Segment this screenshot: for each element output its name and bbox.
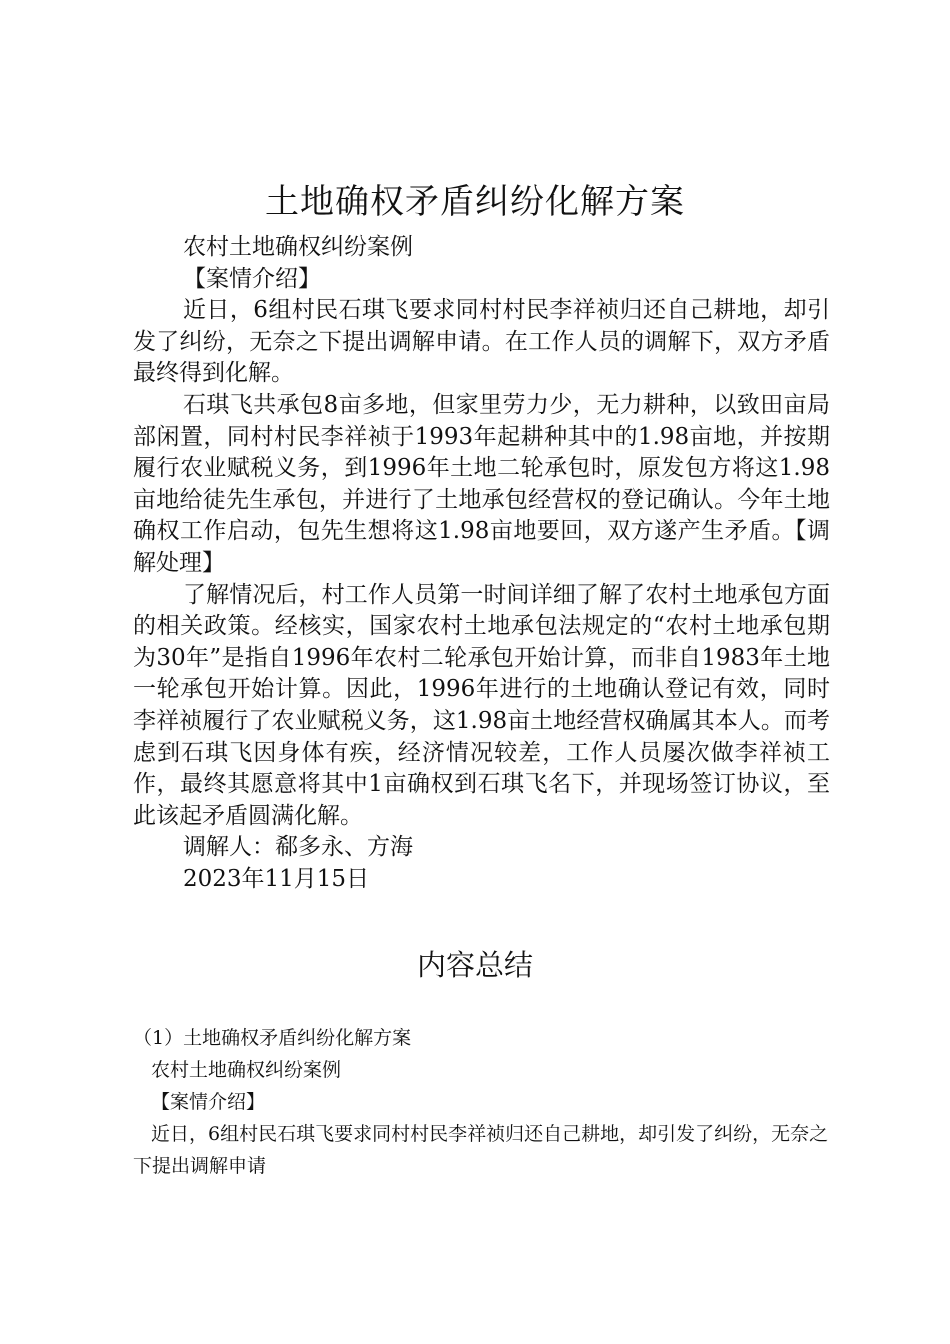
document-title: 土地确权矛盾纠纷化解方案 [265, 182, 685, 222]
paragraph-3: 了解情况后，村工作人员第一时间详细了解了农村土地承包方面的相关政策。经核实，国家农村土地承包法规定的“农村土地承包期为30年”是指自1996年农村二轮承包开始计算，而非自1983年土地一轮承包开始计算。因此，1996年进行的土地确认登记有效，同时李祥祯履行了农业赋税义务，这1.98亩土地经营权确属其本人。而考虑到石琪飞因身体有疾，经济情况较差，工作人员屡次做李祥祯工作，最终其愿意将其中1亩确权到石琪飞名下，并现场签订协议，至此该起矛盾圆满化解。 [133, 581, 830, 829]
mediator-line: 调解人：郗多永、方海 [183, 834, 413, 861]
summary-subtitle: 农村土地确权纠纷案例 [151, 1059, 342, 1081]
document-subtitle: 农村土地确权纠纷案例 [183, 234, 413, 260]
section-heading-case-intro: 【案情介绍】 [183, 265, 321, 292]
paragraph-1: 近日，6组村民石琪飞要求同村村民李祥祯归还自己耕地，却引发了纠纷，无奈之下提出调解申请。在工作人员的调解下，双方矛盾最终得到化解。 [133, 297, 830, 387]
summary-section [133, 1022, 833, 1182]
summary-case-intro: 【案情介绍】 [151, 1091, 266, 1113]
document-body [133, 232, 830, 895]
summary-heading: 内容总结 [416, 948, 533, 982]
summary-paragraph: 近日，6组村民石琪飞要求同村村民李祥祯归还自己耕地，却引发了纠纷，无奈之下提出调解申请 [133, 1123, 829, 1177]
date-line: 2023年11月15日 [183, 865, 370, 892]
summary-item-1: （1）土地确权矛盾纠纷化解方案 [133, 1027, 412, 1049]
paragraph-2: 石琪飞共承包8亩多地，但家里劳力少，无力耕种，以致田亩局部闲置，同村村民李祥祯于1993年起耕种其中的1.98亩地，并按期履行农业赋税义务，到1996年土地二轮承包时，原发包方将这1.98亩地给徒先生承包，并进行了土地承包经营权的登记确认。今年土地确权工作启动，包先生想将这1.98亩地要回，双方遂产生矛盾。【调解处理】 [133, 391, 830, 576]
